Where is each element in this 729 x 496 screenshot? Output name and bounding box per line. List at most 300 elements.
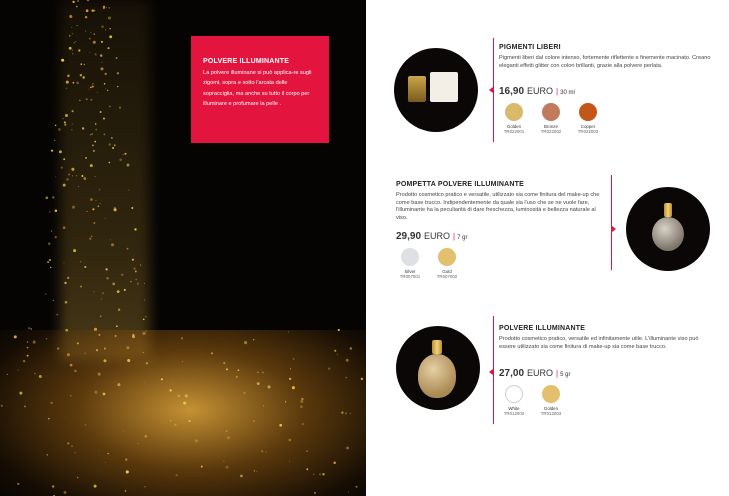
- glitter-particle: [106, 7, 107, 8]
- glitter-particle: [64, 124, 66, 126]
- glitter-particle: [289, 461, 290, 462]
- glitter-particle: [65, 301, 68, 304]
- glitter-particle: [82, 127, 84, 129]
- glitter-particle: [63, 158, 65, 160]
- price-amount: 29,90: [396, 231, 422, 242]
- glitter-particle: [99, 189, 101, 191]
- swatch-option[interactable]: [539, 103, 563, 134]
- pompetta-cap: [664, 203, 672, 217]
- swatch-name: Silver: [404, 269, 416, 274]
- glitter-particle: [144, 299, 145, 300]
- glitter-particle: [100, 316, 102, 318]
- glitter-particle: [65, 114, 68, 117]
- glitter-particle: [123, 154, 124, 155]
- glitter-particle: [77, 477, 79, 479]
- glitter-particle: [105, 29, 106, 30]
- glitter-particle: [55, 125, 56, 126]
- glitter-particle: [111, 137, 112, 138]
- glitter-particle: [77, 342, 79, 344]
- glitter-particle: [92, 83, 94, 85]
- glitter-particle: [100, 54, 102, 56]
- glitter-particle: [94, 391, 97, 394]
- glitter-particle: [123, 431, 124, 432]
- glitter-particle: [56, 314, 58, 316]
- glitter-particle: [72, 53, 73, 54]
- glitter-particle: [98, 334, 100, 336]
- glitter-particle: [108, 162, 110, 164]
- glitter-particle: [338, 329, 340, 331]
- glitter-particle: [313, 473, 315, 475]
- glitter-particle: [30, 328, 32, 330]
- glitter-particle: [91, 236, 92, 237]
- glitter-particle: [28, 327, 30, 329]
- glitter-particle: [314, 492, 316, 494]
- glitter-particle: [104, 83, 106, 85]
- glitter-particle: [63, 226, 66, 229]
- glitter-particle: [244, 341, 247, 344]
- glitter-particle: [322, 473, 325, 476]
- callout-text: La polvere illuminane si può applica-re sugli zigomi, sopra e sotto l'arcata delle sopracciglia, ma anche su tutto il corpo per illuminare e profumare la pelle .: [203, 70, 312, 108]
- glitter-particle: [254, 470, 255, 471]
- glitter-particle: [108, 16, 111, 19]
- glitter-particle: [77, 25, 78, 26]
- glitter-particle: [75, 452, 76, 453]
- glitter-particle: [137, 283, 139, 285]
- glitter-particle: [112, 282, 115, 285]
- glitter-particle: [76, 82, 79, 85]
- swatch-code: TR012003: [540, 411, 562, 416]
- swatch-dot: [505, 385, 523, 403]
- glitter-particle: [116, 57, 118, 59]
- glitter-particle: [302, 423, 304, 425]
- glitter-particle: [95, 129, 97, 131]
- glitter-particle: [51, 150, 53, 152]
- swatch-code: TR022001: [503, 129, 525, 134]
- glitter-particle: [103, 393, 106, 396]
- glitter-particle: [58, 128, 61, 131]
- glitter-particle: [146, 362, 148, 364]
- glitter-particle: [292, 386, 295, 389]
- glitter-particle: [69, 15, 72, 18]
- glitter-particle: [290, 368, 291, 369]
- glitter-particle: [135, 270, 137, 272]
- glitter-particle: [17, 369, 18, 370]
- glitter-particle: [7, 374, 8, 375]
- glitter-particle: [103, 118, 105, 120]
- glitter-particle: [126, 470, 129, 473]
- glitter-particle: [285, 401, 286, 402]
- glitter-particle: [345, 412, 347, 414]
- glitter-particle: [263, 405, 264, 406]
- glitter-particle: [223, 461, 224, 462]
- glitter-particle: [188, 420, 190, 422]
- swatch-code: TR012002: [503, 411, 525, 416]
- color-swatches: [398, 248, 459, 279]
- glitter-particle: [346, 377, 348, 379]
- glitter-particle: [53, 300, 54, 301]
- glitter-particle: [27, 355, 29, 357]
- glitter-particle: [143, 318, 145, 320]
- glitter-particle: [126, 346, 129, 349]
- glitter-particle: [93, 41, 96, 44]
- polvere-cap: [432, 340, 442, 354]
- glitter-particle: [328, 368, 330, 370]
- glitter-particle: [67, 75, 70, 78]
- glitter-particle: [306, 468, 308, 470]
- swatch-dot: [505, 103, 523, 121]
- glitter-particle: [67, 442, 69, 444]
- glitter-particle: [109, 143, 111, 145]
- glitter-particle: [54, 236, 56, 238]
- product-title: POMPETTA POLVERE ILLUMINANTE: [396, 181, 524, 188]
- glitter-particle: [143, 332, 146, 335]
- glitter-particle: [348, 491, 349, 492]
- glitter-particle: [114, 144, 116, 146]
- glitter-particle: [90, 87, 91, 88]
- glitter-particle: [238, 369, 240, 371]
- glitter-particle: [116, 325, 118, 327]
- glitter-particle: [98, 373, 101, 376]
- glitter-particle: [125, 490, 127, 492]
- color-swatches: [502, 103, 600, 134]
- glitter-particle: [112, 147, 114, 149]
- glitter-particle: [102, 292, 104, 294]
- glitter-particle: [57, 347, 59, 349]
- glitter-particle: [93, 150, 95, 152]
- glitter-particle: [45, 293, 47, 295]
- glitter-particle: [1, 405, 3, 407]
- glitter-particle: [85, 157, 87, 159]
- glitter-particle: [64, 121, 66, 123]
- glitter-particle: [47, 261, 49, 263]
- glitter-particle: [124, 289, 126, 291]
- glitter-particle: [70, 364, 73, 367]
- glitter-particle: [77, 0, 79, 2]
- divider-line: [493, 316, 494, 424]
- glitter-particle: [118, 309, 120, 311]
- glitter-particle: [195, 439, 198, 442]
- glitter-particle: [133, 267, 135, 269]
- glitter-particle: [127, 164, 130, 167]
- glitter-particle: [69, 47, 72, 50]
- glitter-particle: [107, 47, 109, 49]
- glitter-particle: [95, 53, 97, 55]
- glitter-particle: [61, 166, 63, 168]
- glitter-particle: [82, 76, 84, 78]
- divider-line: [611, 175, 612, 270]
- glitter-particle: [177, 394, 180, 397]
- product-image-pigmenti: [394, 48, 478, 132]
- glitter-particle: [100, 203, 101, 204]
- glitter-particle: [90, 32, 91, 33]
- glitter-particle: [306, 451, 307, 452]
- glitter-particle: [88, 89, 89, 90]
- glitter-particle: [63, 184, 66, 187]
- glitter-particle: [132, 334, 134, 336]
- swatch-name: Gold: [442, 269, 452, 274]
- glitter-particle: [71, 168, 74, 171]
- glitter-particle: [101, 41, 103, 43]
- glitter-particle: [51, 231, 52, 232]
- pointer-arrow: [489, 369, 493, 375]
- price-amount: 27,00: [499, 368, 525, 379]
- divider-line: [493, 38, 494, 142]
- glitter-particle: [74, 370, 77, 373]
- glitter-particle: [169, 389, 171, 391]
- glitter-particle: [107, 453, 109, 455]
- glitter-particle: [174, 424, 176, 426]
- glitter-particle: [127, 359, 130, 362]
- price-separator: |: [556, 369, 559, 378]
- glitter-particle: [90, 134, 91, 135]
- glitter-particle: [46, 338, 48, 340]
- product-image-polvere: [396, 326, 480, 410]
- swatch-code: TR007001: [399, 274, 421, 279]
- glitter-particle: [267, 385, 270, 388]
- glitter-particle: [64, 282, 66, 284]
- product-image-pompetta: [626, 187, 710, 271]
- glitter-particle: [100, 111, 102, 113]
- glitter-particle: [144, 486, 145, 487]
- glitter-particle: [109, 28, 110, 29]
- glitter-particle: [17, 483, 19, 485]
- glitter-particle: [103, 6, 105, 8]
- glitter-particle: [85, 353, 86, 354]
- glitter-particle: [355, 486, 357, 488]
- glitter-particle: [72, 33, 73, 34]
- glitter-particle: [94, 141, 96, 143]
- glitter-particle: [91, 9, 94, 12]
- glitter-particle: [136, 279, 137, 280]
- glitter-particle: [27, 341, 29, 343]
- glitter-particle: [243, 392, 246, 395]
- pigment-jar: [408, 76, 426, 102]
- swatch-option[interactable]: [435, 248, 459, 279]
- glitter-particle: [83, 177, 86, 180]
- glitter-particle: [23, 360, 25, 362]
- swatch-option[interactable]: [398, 248, 422, 279]
- glitter-particle: [91, 133, 92, 134]
- glitter-particle: [101, 26, 103, 28]
- glitter-particle: [51, 402, 53, 404]
- glitter-particle: [93, 291, 94, 292]
- pointer-arrow: [612, 226, 616, 232]
- glitter-particle: [319, 473, 321, 475]
- glitter-particle: [80, 261, 81, 262]
- glitter-particle: [92, 208, 94, 210]
- glitter-particle: [54, 140, 55, 141]
- glitter-particle: [111, 243, 114, 246]
- price-separator: |: [453, 232, 456, 241]
- glitter-particle: [341, 411, 343, 413]
- glitter-particle: [48, 242, 51, 245]
- glitter-particle: [117, 86, 118, 87]
- glitter-particle: [80, 286, 82, 288]
- glitter-particle: [337, 354, 338, 355]
- glitter-particle: [262, 372, 264, 374]
- glitter-particle: [72, 1, 74, 3]
- glitter-particle: [50, 267, 51, 268]
- glitter-particle: [103, 133, 105, 135]
- glitter-particle: [117, 72, 119, 74]
- glitter-particle: [89, 38, 91, 40]
- product-price: [499, 368, 570, 379]
- glitter-particle: [161, 378, 163, 380]
- glitter-particle: [64, 491, 67, 494]
- glitter-particle: [66, 81, 69, 84]
- glitter-particle: [52, 196, 54, 198]
- glitter-particle: [71, 27, 72, 28]
- glitter-particle: [125, 458, 127, 460]
- glitter-particle: [110, 239, 111, 240]
- glitter-particle: [49, 211, 50, 212]
- glitter-particle: [107, 90, 108, 91]
- glitter-particle: [87, 211, 88, 212]
- glitter-particle: [183, 402, 186, 405]
- glitter-particle: [76, 6, 78, 8]
- glitter-particle: [62, 118, 64, 120]
- glitter-particle: [132, 259, 134, 261]
- glitter-particle: [34, 373, 36, 375]
- swatch-name: White: [508, 406, 520, 411]
- glitter-particle: [87, 0, 90, 1]
- glitter-particle: [115, 335, 117, 337]
- price-amount: 16,90: [499, 86, 525, 97]
- glitter-particle: [96, 349, 98, 351]
- glitter-particle: [144, 382, 145, 383]
- price-currency: EURO: [527, 86, 554, 96]
- glitter-particle: [346, 359, 349, 362]
- glitter-particle: [72, 206, 75, 209]
- glitter-particle: [93, 222, 95, 224]
- glitter-particle: [49, 259, 51, 261]
- glitter-particle: [78, 49, 80, 51]
- glitter-particle: [101, 62, 102, 63]
- glitter-particle: [24, 406, 26, 408]
- swatch-option[interactable]: [502, 103, 526, 134]
- glitter-particle: [63, 262, 64, 263]
- glitter-particle: [39, 375, 42, 378]
- glitter-particle: [80, 74, 82, 76]
- product-title: POLVERE ILLUMINANTE: [499, 325, 586, 332]
- price-currency: EURO: [424, 231, 451, 241]
- glitter-particle: [67, 353, 70, 356]
- glitter-particle: [100, 67, 103, 70]
- swatch-dot: [542, 385, 560, 403]
- glitter-particle: [176, 474, 178, 476]
- glitter-particle: [127, 248, 129, 250]
- glitter-particle: [72, 110, 74, 112]
- glitter-particle: [61, 59, 64, 62]
- glitter-particle: [288, 331, 289, 332]
- glitter-particle: [85, 424, 87, 426]
- glitter-particle: [52, 485, 54, 487]
- pointer-arrow: [489, 87, 493, 93]
- price-currency: EURO: [527, 368, 554, 378]
- glitter-particle: [226, 430, 228, 432]
- glitter-particle: [253, 339, 254, 340]
- glitter-particle: [257, 382, 260, 385]
- glitter-particle: [76, 175, 77, 176]
- price-quantity: 5 gr: [560, 372, 571, 378]
- swatch-dot: [401, 248, 419, 266]
- glitter-particle: [101, 299, 102, 300]
- swatch-option[interactable]: [576, 103, 600, 134]
- glitter-particle: [144, 283, 145, 284]
- glitter-particle: [72, 175, 73, 176]
- glitter-particle: [84, 64, 85, 65]
- glitter-particle: [85, 31, 86, 32]
- glitter-particle: [70, 395, 72, 397]
- glitter-particle: [226, 466, 229, 469]
- glitter-particle: [59, 150, 62, 153]
- glitter-particle: [64, 60, 65, 61]
- glitter-particle: [68, 174, 70, 176]
- swatch-name: Golden: [506, 124, 522, 129]
- glitter-particle: [145, 316, 146, 317]
- glitter-particle: [94, 33, 96, 35]
- glitter-particle: [72, 50, 73, 51]
- glitter-particle: [94, 485, 97, 488]
- glitter-particle: [333, 461, 336, 464]
- glitter-particle: [361, 378, 364, 381]
- glitter-particle: [48, 418, 50, 420]
- glitter-particle: [105, 218, 106, 219]
- glitter-particle: [117, 383, 120, 386]
- glitter-particle: [227, 436, 230, 439]
- glitter-particle: [288, 439, 291, 442]
- glitter-particle: [90, 198, 93, 201]
- glitter-particle: [124, 153, 126, 155]
- glitter-particle: [131, 207, 133, 209]
- glitter-particle: [106, 268, 108, 270]
- glitter-particle: [121, 274, 123, 276]
- swatch-dot: [438, 248, 456, 266]
- glitter-particle: [95, 200, 96, 201]
- glitter-particle: [144, 435, 147, 438]
- glitter-particle: [119, 159, 122, 162]
- glitter-particle: [88, 85, 89, 86]
- glitter-particle: [138, 443, 139, 444]
- glitter-particle: [75, 41, 76, 42]
- swatch-option[interactable]: [502, 385, 526, 416]
- glitter-particle: [78, 186, 79, 187]
- color-swatches: [502, 385, 563, 416]
- swatch-code: TR022003: [577, 129, 599, 134]
- swatch-name: Bronze: [544, 124, 558, 129]
- glitter-particle: [143, 352, 144, 353]
- glitter-particle: [97, 92, 98, 93]
- product-description: Prodotto cosmetico pratico, versatile ed infinitamente utile. L'illuminante viso può essere utilizzato sia come finitura di make-up sia come base trucco.: [499, 336, 699, 350]
- swatch-dot: [542, 103, 560, 121]
- glitter-particle: [105, 88, 106, 89]
- swatch-code: TR022002: [540, 129, 562, 134]
- glitter-particle: [128, 190, 129, 191]
- glitter-particle: [33, 341, 36, 344]
- glitter-particle: [108, 7, 110, 9]
- glitter-particle: [334, 350, 336, 352]
- glitter-particle: [85, 16, 87, 18]
- glitter-particle: [300, 400, 303, 403]
- product-title: PIGMENTI LIBERI: [499, 44, 561, 51]
- glitter-particle: [80, 63, 82, 65]
- glitter-particle: [350, 347, 352, 349]
- swatch-option[interactable]: [539, 385, 563, 416]
- glitter-particle: [19, 392, 22, 395]
- product-description: Prodotto cosmetico pratico e versatile, utilizzato sia come finitura del make-up che come base trucco. Indipendentemente da quale sia l'uso che se ne vuole fare, l'illuminante ha la peculiarità di dare freschezza, luminosità e bellezza naturale al viso.: [396, 192, 600, 221]
- glitter-particle: [293, 358, 295, 360]
- glitter-particle: [114, 207, 116, 209]
